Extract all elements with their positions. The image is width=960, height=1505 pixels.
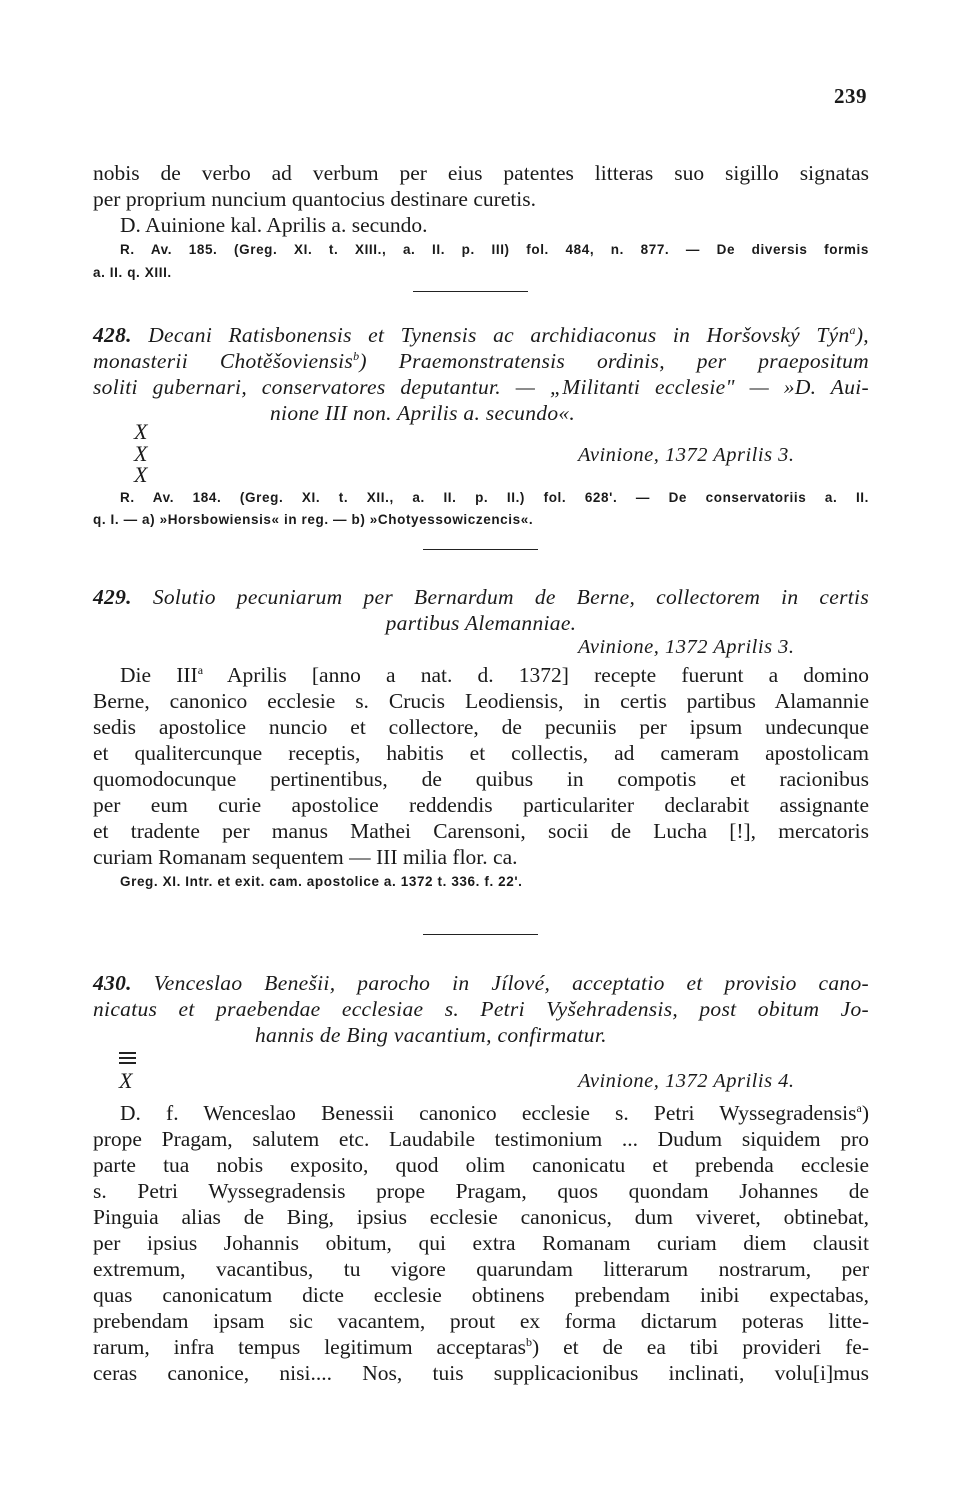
- archive-reference: Greg. XI. Intr. et exit. cam. apostolice a. 1372 t. 336. f. 22'.: [120, 874, 523, 889]
- footnote-marker: b: [526, 1334, 533, 1349]
- place-date: Avinione, 1372 Aprilis 3.: [578, 636, 795, 658]
- text-line: prebendam ipsam sic vacantem, prout ex forma dictarum poteras litte-: [93, 1309, 869, 1333]
- entry-430-heading: [93, 970, 869, 996]
- entry-number: 429.: [93, 585, 132, 609]
- text-line: Pinguia alias de Bing, ipsius ecclesie canonicus, dum viveret, obtinebat,: [93, 1205, 869, 1229]
- entry-429-heading: [93, 584, 869, 610]
- heading-text: Solutio pecuniarum per Bernardum de Berne, collectorem in certis: [152, 585, 869, 609]
- text-line: sedis apostolice nuncio et collectore, de pecuniis per ipsum undecunque: [93, 715, 869, 739]
- body-text: ) et de ea tibi provideri fe-: [532, 1335, 869, 1359]
- page-number: 239: [834, 84, 867, 108]
- heading-text: nione III non. Aprilis a. secundo«.: [270, 401, 576, 425]
- sign-mark: X: [134, 419, 148, 444]
- triple-bar-mark: [119, 1052, 136, 1067]
- superscript: a: [197, 662, 204, 677]
- text-line: curiam Romanam sequentem — III milia flor. ca.: [93, 845, 518, 869]
- sign-mark: X: [134, 441, 148, 466]
- text-line: nobis de verbo ad verbum per eius patentes litteras suo sigillo signatas: [93, 161, 869, 185]
- text-line: extremum, vacantibus, tu vigore quarundam litterarum nostrarum, per: [93, 1257, 869, 1281]
- body-text: rarum, infra tempus legitimum acceptaras: [93, 1335, 527, 1359]
- place-date: Avinione, 1372 Aprilis 3.: [578, 444, 795, 466]
- text-line: et qualitercunque receptis, habitis et collectis, ad cameram apostolicam: [93, 741, 869, 765]
- archive-reference: R. Av. 184. (Greg. XI. t. XII., a. II. p. II.) fol. 628'. — De conservatoriis a. II.: [120, 490, 869, 505]
- body-text: Aprilis [anno a nat. d. 1372] recepte fuerunt a domino: [203, 663, 869, 687]
- body-text: D. f. Wenceslao Benessii canonico ecclesie s. Petri Wyssegradensis: [120, 1101, 857, 1125]
- text-line: Berne, canonico ecclesie s. Crucis Leodiensis, in certis partibus Alamannie: [93, 689, 869, 713]
- entry-428-heading: [93, 348, 869, 374]
- archive-reference: q. I. — a) »Horsbowiensis« in reg. — b) »Chotyessowiczencis«.: [93, 512, 534, 527]
- entry-428-heading: [93, 322, 869, 348]
- text-line: per proprium nuncium quantocius destinare curetis.: [93, 187, 537, 211]
- body-text: ): [861, 1101, 869, 1125]
- text-line: s. Petri Wyssegradensis prope Pragam, quos quondam Johannes de: [93, 1179, 869, 1203]
- entry-number: 428.: [93, 323, 132, 347]
- footnote-marker: a: [856, 1100, 862, 1115]
- text-line: parte tua nobis exposito, quod olim canonicatu et prebenda ecclesie: [93, 1153, 869, 1177]
- separator-rule: [423, 549, 538, 550]
- footnote-marker: b: [353, 348, 360, 363]
- text-line: per ipsius Johannis obitum, qui extra Romanam curiam diem clausit: [93, 1231, 869, 1255]
- heading-text: nicatus et praebendae ecclesiae s. Petri Vyšehradensis, post obitum Jo-: [93, 997, 869, 1021]
- text-line: et tradente per manus Mathei Carensoni, socii de Lucha [!], mercatoris: [93, 819, 869, 843]
- text-line: [93, 1334, 869, 1360]
- sign-mark: X: [119, 1068, 133, 1093]
- heading-text: monasterii Chotěšoviensis: [93, 349, 354, 373]
- separator-rule: [423, 934, 538, 935]
- archive-reference: R. Av. 185. (Greg. XI. t. XIII., a. II. p. III) fol. 484, n. 877. — De diversis formis: [120, 242, 869, 257]
- heading-text: ),: [855, 323, 869, 347]
- text-line: ceras canonice, nisi.... Nos, tuis supplicacionibus inclinati, volu[i]mus: [93, 1361, 869, 1385]
- heading-text: Venceslao Benešii, parocho in Jílové, acceptatio et provisio cano-: [153, 971, 869, 995]
- text-line: quas canonicatum dicte ecclesie obtinens prebendam inibi expectabas,: [93, 1283, 869, 1307]
- entry-number: 430.: [93, 971, 132, 995]
- heading-text: hannis de Bing vacantium, confirmatur.: [255, 1023, 607, 1047]
- heading-text: ) Praemonstratensis ordinis, per praepositum: [359, 349, 870, 373]
- text-line: D. Auinione kal. Aprilis a. secundo.: [120, 213, 428, 237]
- text-line: [120, 1100, 869, 1126]
- sign-mark: X: [134, 462, 148, 487]
- place-date: Avinione, 1372 Aprilis 4.: [578, 1070, 795, 1092]
- heading-text: soliti gubernari, conservatores deputantur. — „Militanti ecclesie" — »D. Aui-: [93, 375, 869, 399]
- text-line: quomodocunque pertinentibus, de quibus in compotis et racionibus: [93, 767, 869, 791]
- text-line: prope Pragam, salutem etc. Laudabile testimonium ... Dudum siquidem pro: [93, 1127, 869, 1151]
- text-line: [120, 662, 869, 688]
- text-line: per eum curie apostolice reddendis particulariter declarabit assignante: [93, 793, 869, 817]
- heading-text: partibus Alemanniae.: [385, 611, 577, 635]
- footnote-marker: a: [849, 322, 856, 337]
- heading-text: Decani Ratisbonensis et Tynensis ac archidiaconus in Horšovský Týn: [148, 323, 850, 347]
- body-text: Die III: [120, 663, 198, 687]
- separator-rule: [413, 291, 528, 292]
- archive-reference: a. II. q. XIII.: [93, 265, 172, 280]
